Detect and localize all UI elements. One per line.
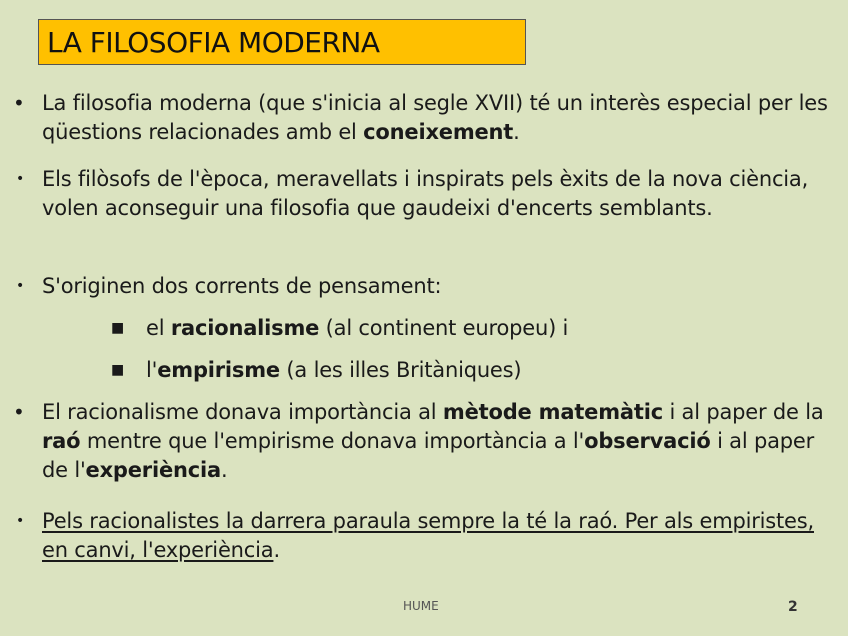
sub-bullet-text: el racionalisme (al continent europeu) i	[146, 316, 569, 340]
bullet-text: S'originen dos corrents de pensament:	[42, 274, 442, 298]
footer-label: HUME	[403, 599, 439, 613]
bullet-text: Els filòsofs de l'època, meravellats i inspirats pels èxits de la nova ciència, volen aconseguir una filosofia que gaudeixi d'encerts semblants.	[42, 167, 809, 220]
sub-bullet-marker: ■	[111, 362, 125, 378]
bullet-text-underlined: Pels racionalistes la darrera paraula sempre la té la raó. Per als empiristes, en canvi, l'experiència.	[42, 509, 814, 562]
bullet-marker: •	[16, 513, 25, 529]
bullet-text: La filosofia moderna (que s'inicia al segle XVII) té un interès especial per les qüestions relacionades amb el coneixement.	[42, 91, 828, 144]
bullet-marker: •	[13, 91, 25, 115]
bullet-marker: •	[16, 171, 25, 187]
sub-bullet-marker: ■	[111, 320, 125, 336]
slide-title: LA FILOSOFIA MODERNA	[47, 26, 380, 59]
bullet-text: El racionalisme donava importància al mètode matemàtic i al paper de la raó mentre que l'empirisme donava importància a l'observació i al paper de l'experiència.	[42, 400, 824, 482]
title-box	[38, 19, 526, 65]
bullet-marker: •	[16, 278, 25, 294]
bullet-marker: •	[13, 400, 25, 424]
page-number: 2	[788, 599, 798, 615]
sub-bullet-text: l'empirisme (a les illes Britàniques)	[146, 358, 522, 382]
